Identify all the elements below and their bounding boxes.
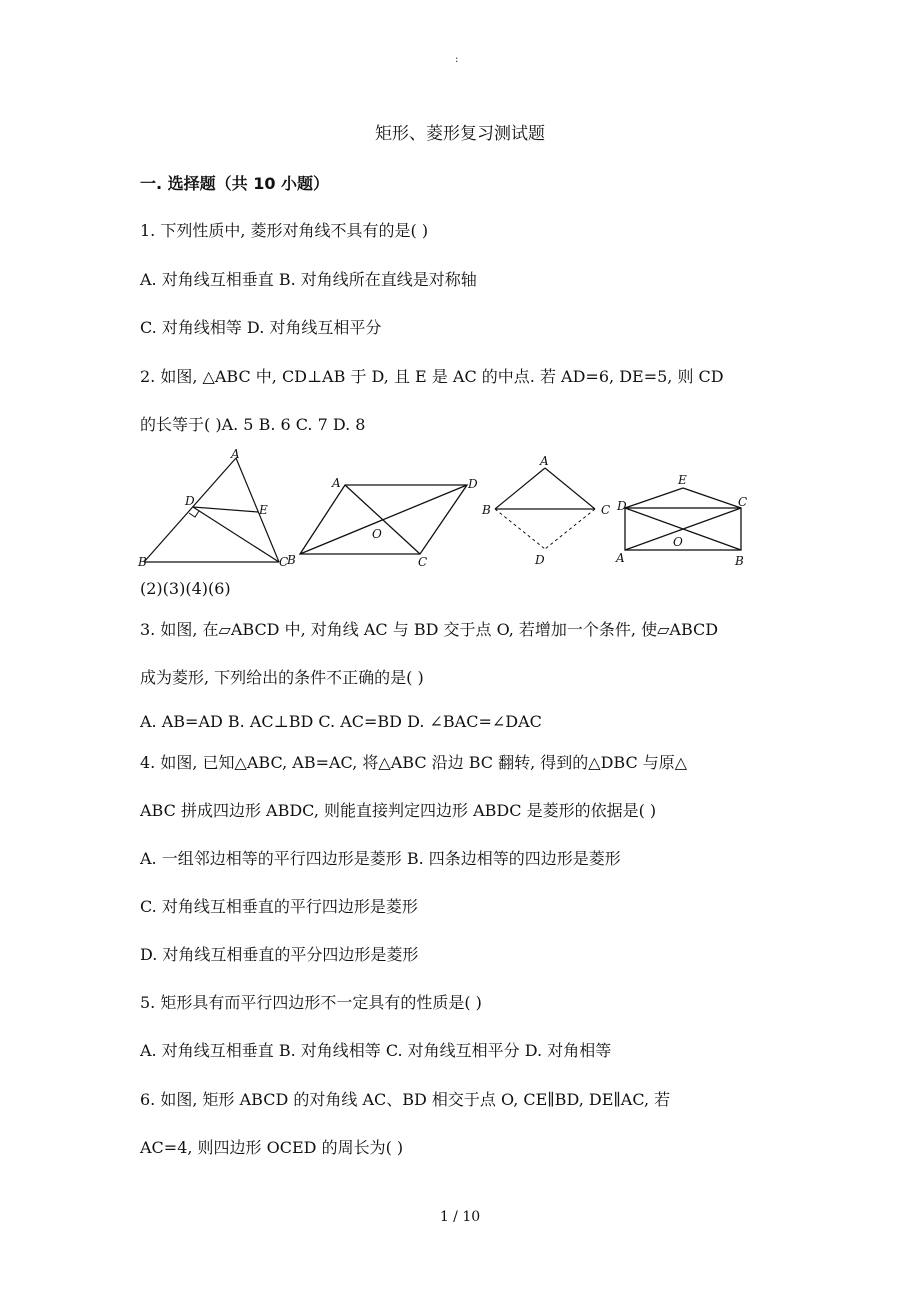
question-5: 5. 矩形具有而平行四边形不一定具有的性质是( )	[140, 993, 482, 1012]
fig2-label-b: B	[138, 555, 147, 569]
question-4: 4. 如图, 已知△ABC, AB=AC, 将△ABC 沿边 BC 翻转, 得到的△DBC 与原△	[140, 753, 688, 772]
fig4-label-d: D	[535, 553, 545, 567]
question-1-options-cd: C. 对角线相等 D. 对角线互相平分	[140, 318, 382, 337]
fig3-label-o: O	[372, 527, 382, 541]
fig3-label-a: A	[332, 476, 341, 490]
fig6-label-e: E	[678, 473, 687, 487]
fig6-label-a: A	[616, 551, 625, 565]
fig2-label-d: D	[185, 494, 195, 508]
question-4-options-ab: A. 一组邻边相等的平行四边形是菱形 B. 四条边相等的四边形是菱形	[140, 849, 621, 868]
fig2-label-a: A	[231, 448, 240, 461]
question-2-options: 的长等于( )A. 5 B. 6 C. 7 D. 8	[140, 415, 366, 434]
fig3-label-d: D	[468, 477, 478, 491]
figure-3	[286, 476, 478, 569]
figures-row	[135, 448, 775, 576]
question-6-cont: AC=4, 则四边形 OCED 的周长为( )	[140, 1138, 404, 1157]
question-5-options: A. 对角线互相垂直 B. 对角线相等 C. 对角线互相平分 D. 对角相等	[140, 1041, 612, 1060]
page-number: 1 / 10	[439, 1209, 481, 1225]
header-mark: :	[455, 54, 459, 65]
fig6-label-d: D	[617, 499, 627, 513]
question-4-option-c: C. 对角线互相垂直的平行四边形是菱形	[140, 897, 418, 916]
figure-2	[137, 448, 288, 569]
question-1-options-ab: A. 对角线互相垂直 B. 对角线所在直线是对称轴	[140, 270, 477, 289]
question-1: 1. 下列性质中, 菱形对角线不具有的是( )	[140, 221, 429, 240]
question-3-cont: 成为菱形, 下列给出的条件不正确的是( )	[140, 668, 424, 687]
question-3: 3. 如图, 在▱ABCD 中, 对角线 AC 与 BD 交于点 O, 若增加一个条件, 使▱ABCD	[140, 620, 719, 639]
fig3-label-b: B	[287, 553, 296, 567]
figure-4	[481, 454, 610, 567]
question-3-options: A. AB=AD B. AC⊥BD C. AC=BD D. ∠BAC=∠DAC	[140, 712, 542, 731]
fig6-label-c: C	[738, 495, 748, 509]
question-2: 2. 如图, △ABC 中, CD⊥AB 于 D, 且 E 是 AC 的中点. 若 AD=6, DE=5, 则 CD	[140, 367, 724, 386]
section-heading: 一. 选择题（共 10 小题）	[140, 174, 330, 193]
fig6-label-b: B	[735, 554, 744, 568]
question-4-option-d: D. 对角线互相垂直的平分四边形是菱形	[140, 945, 419, 964]
fig4-label-c: C	[601, 503, 611, 517]
fig2-label-c: C	[279, 555, 289, 569]
fig3-label-c: C	[418, 555, 428, 569]
fig6-label-o: O	[673, 535, 683, 549]
figure-6	[615, 473, 747, 568]
page-title: 矩形、菱形复习测试题	[375, 124, 545, 144]
figure-captions: (2)(3)(4)(6)	[140, 579, 231, 598]
question-6: 6. 如图, 矩形 ABCD 的对角线 AC、BD 相交于点 O, CE∥BD, DE∥AC, 若	[140, 1090, 671, 1109]
fig4-label-a: A	[540, 454, 549, 468]
fig4-label-b: B	[482, 503, 491, 517]
question-4-cont: ABC 拼成四边形 ABDC, 则能直接判定四边形 ABDC 是菱形的依据是( )	[140, 801, 657, 820]
fig2-label-e: E	[259, 503, 268, 517]
